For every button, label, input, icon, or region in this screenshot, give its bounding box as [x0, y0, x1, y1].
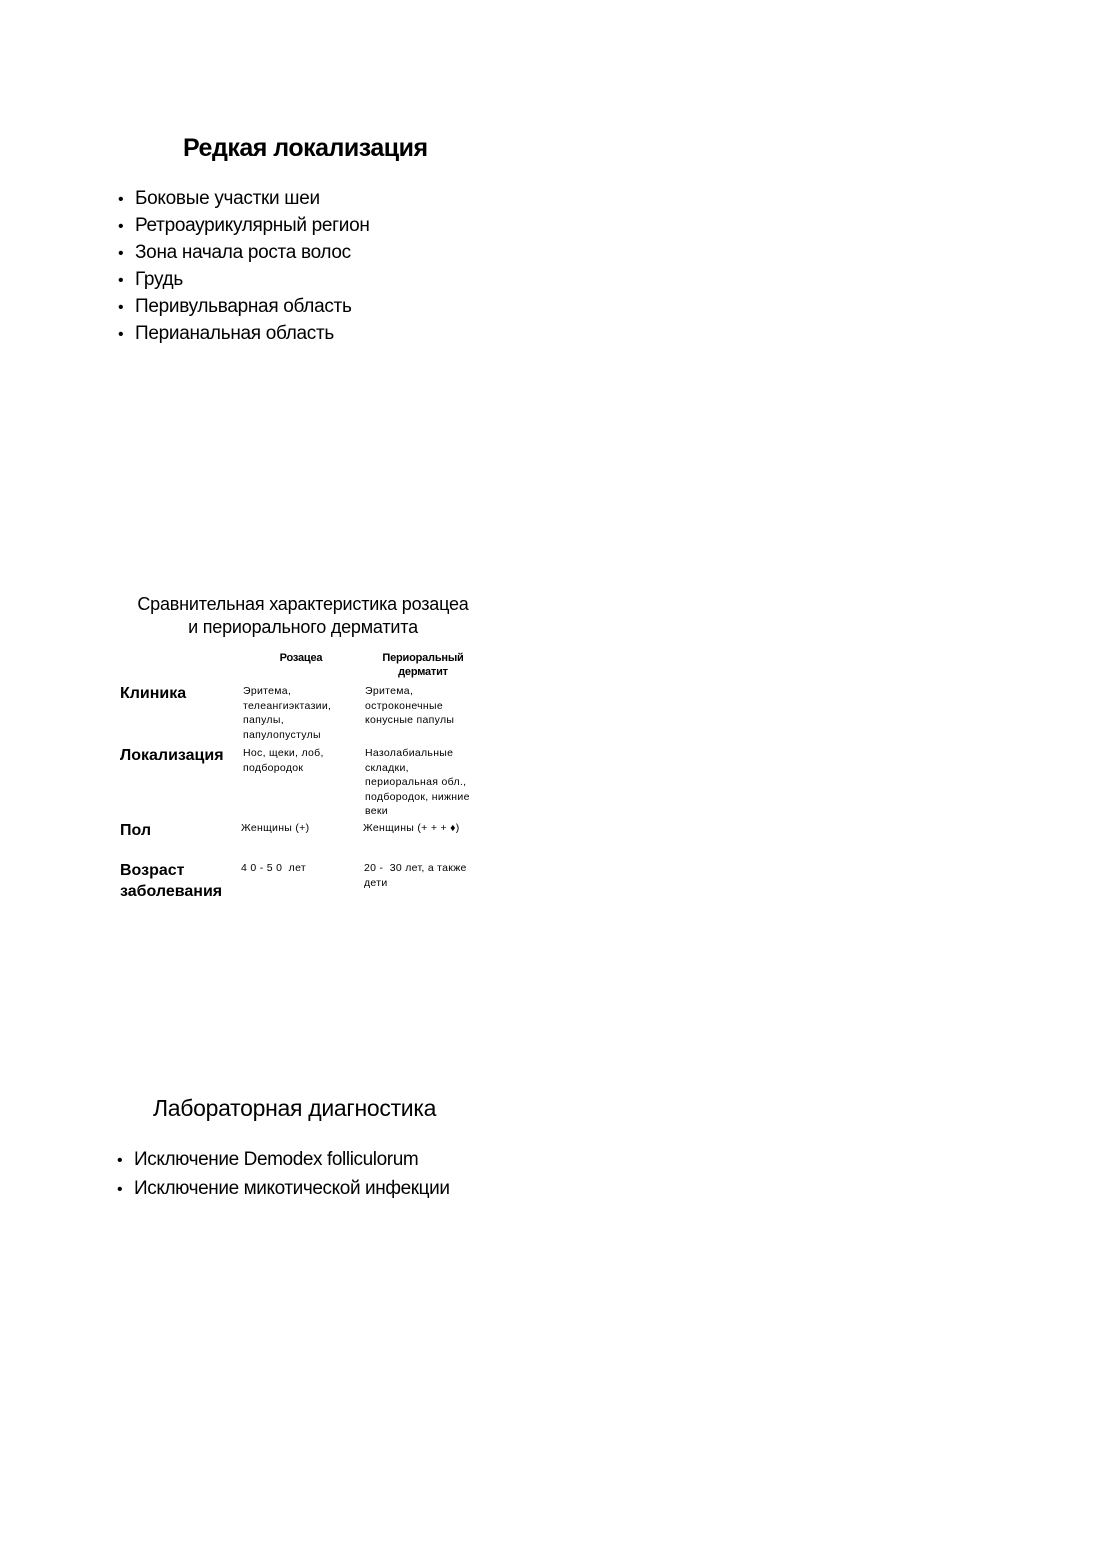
- label-line: заболевания: [120, 883, 223, 900]
- bullet-icon: •: [118, 218, 124, 235]
- header-line: Периоральный: [382, 652, 464, 664]
- bullet-icon: •: [118, 191, 124, 208]
- table-cell: [363, 821, 460, 836]
- bullet-list: [117, 1145, 450, 1203]
- cell-line: периоральная обл.,: [365, 776, 467, 788]
- bullet-icon: •: [118, 299, 124, 316]
- table-cell: [365, 684, 454, 728]
- cell-line: Женщины (+): [241, 822, 310, 834]
- bullet-icon: •: [118, 272, 124, 289]
- cell-line: подбородок, нижние: [365, 790, 470, 803]
- cell-line: Женщины (+ + + ♦): [363, 822, 460, 834]
- header-line: дерматит: [398, 666, 448, 678]
- cell-line: 20 - 30 лет, а также: [364, 862, 467, 874]
- cell-line: 4 0 - 5 0 лет: [241, 862, 306, 874]
- slide-title: [118, 593, 488, 639]
- list-item-text: Боковые участки шеи: [135, 188, 320, 209]
- cell-line: Нос, щеки, лоб,: [243, 747, 324, 759]
- cell-line: телеангиэктазии,: [243, 699, 332, 712]
- list-item: [117, 1145, 450, 1174]
- cell-line: Эритема,: [243, 685, 292, 697]
- cell-line: Назолабиальные: [365, 747, 454, 759]
- list-item: [118, 266, 370, 293]
- list-item-text: Перивульварная область: [135, 296, 352, 317]
- column-header-perioral-dermatitis: [364, 651, 482, 679]
- title-line: и периорального дерматита: [188, 617, 418, 637]
- cell-line: папулы,: [243, 714, 284, 726]
- cell-line: остроконечные: [365, 699, 443, 712]
- cell-line: складки,: [365, 761, 409, 774]
- bullet-icon: •: [117, 1181, 123, 1198]
- cell-line: Эритема,: [365, 685, 414, 697]
- slide-title: Редкая локализация: [183, 134, 428, 162]
- table-cell: [364, 861, 467, 890]
- cell-line: подбородок: [243, 761, 304, 774]
- cell-line: веки: [365, 805, 388, 817]
- column-header-rosacea: Розацеа: [279, 652, 323, 664]
- row-label-age: [120, 860, 222, 902]
- list-item: [118, 293, 370, 320]
- row-label-clinic: Клиника: [120, 685, 187, 702]
- list-item: [118, 320, 370, 347]
- list-item-text: Исключение микотической инфекции: [134, 1178, 450, 1199]
- list-item-text: Зона начала роста волос: [135, 242, 351, 263]
- list-item: [117, 1174, 450, 1203]
- table-cell: [243, 746, 324, 775]
- list-item-text: Ретроаурикулярный регион: [135, 215, 370, 236]
- list-item-text: Грудь: [135, 269, 183, 290]
- slide-title: Лабораторная диагностика: [153, 1095, 437, 1121]
- list-item: [118, 185, 370, 212]
- list-item: [118, 239, 370, 266]
- row-label-sex: Пол: [120, 822, 152, 839]
- table-cell: [241, 821, 309, 836]
- label-line: Возраст: [120, 862, 185, 879]
- bullet-icon: •: [118, 326, 124, 343]
- cell-line: дети: [364, 876, 388, 889]
- list-item: [118, 212, 370, 239]
- table-cell: [243, 684, 331, 742]
- cell-line: конусные папулы: [365, 714, 455, 726]
- bullet-icon: •: [117, 1152, 123, 1169]
- cell-line: папулопустулы: [243, 728, 321, 741]
- row-label-localization: Локализация: [120, 747, 224, 764]
- list-item-text: Перианальная область: [135, 323, 334, 344]
- title-line: Сравнительная характеристика розацеа: [137, 594, 469, 614]
- bullet-icon: •: [118, 245, 124, 262]
- list-item-text: Исключение Demodex folliculorum: [134, 1149, 419, 1170]
- table-cell: [365, 746, 470, 819]
- table-cell: [241, 861, 306, 876]
- bullet-list: [118, 185, 370, 347]
